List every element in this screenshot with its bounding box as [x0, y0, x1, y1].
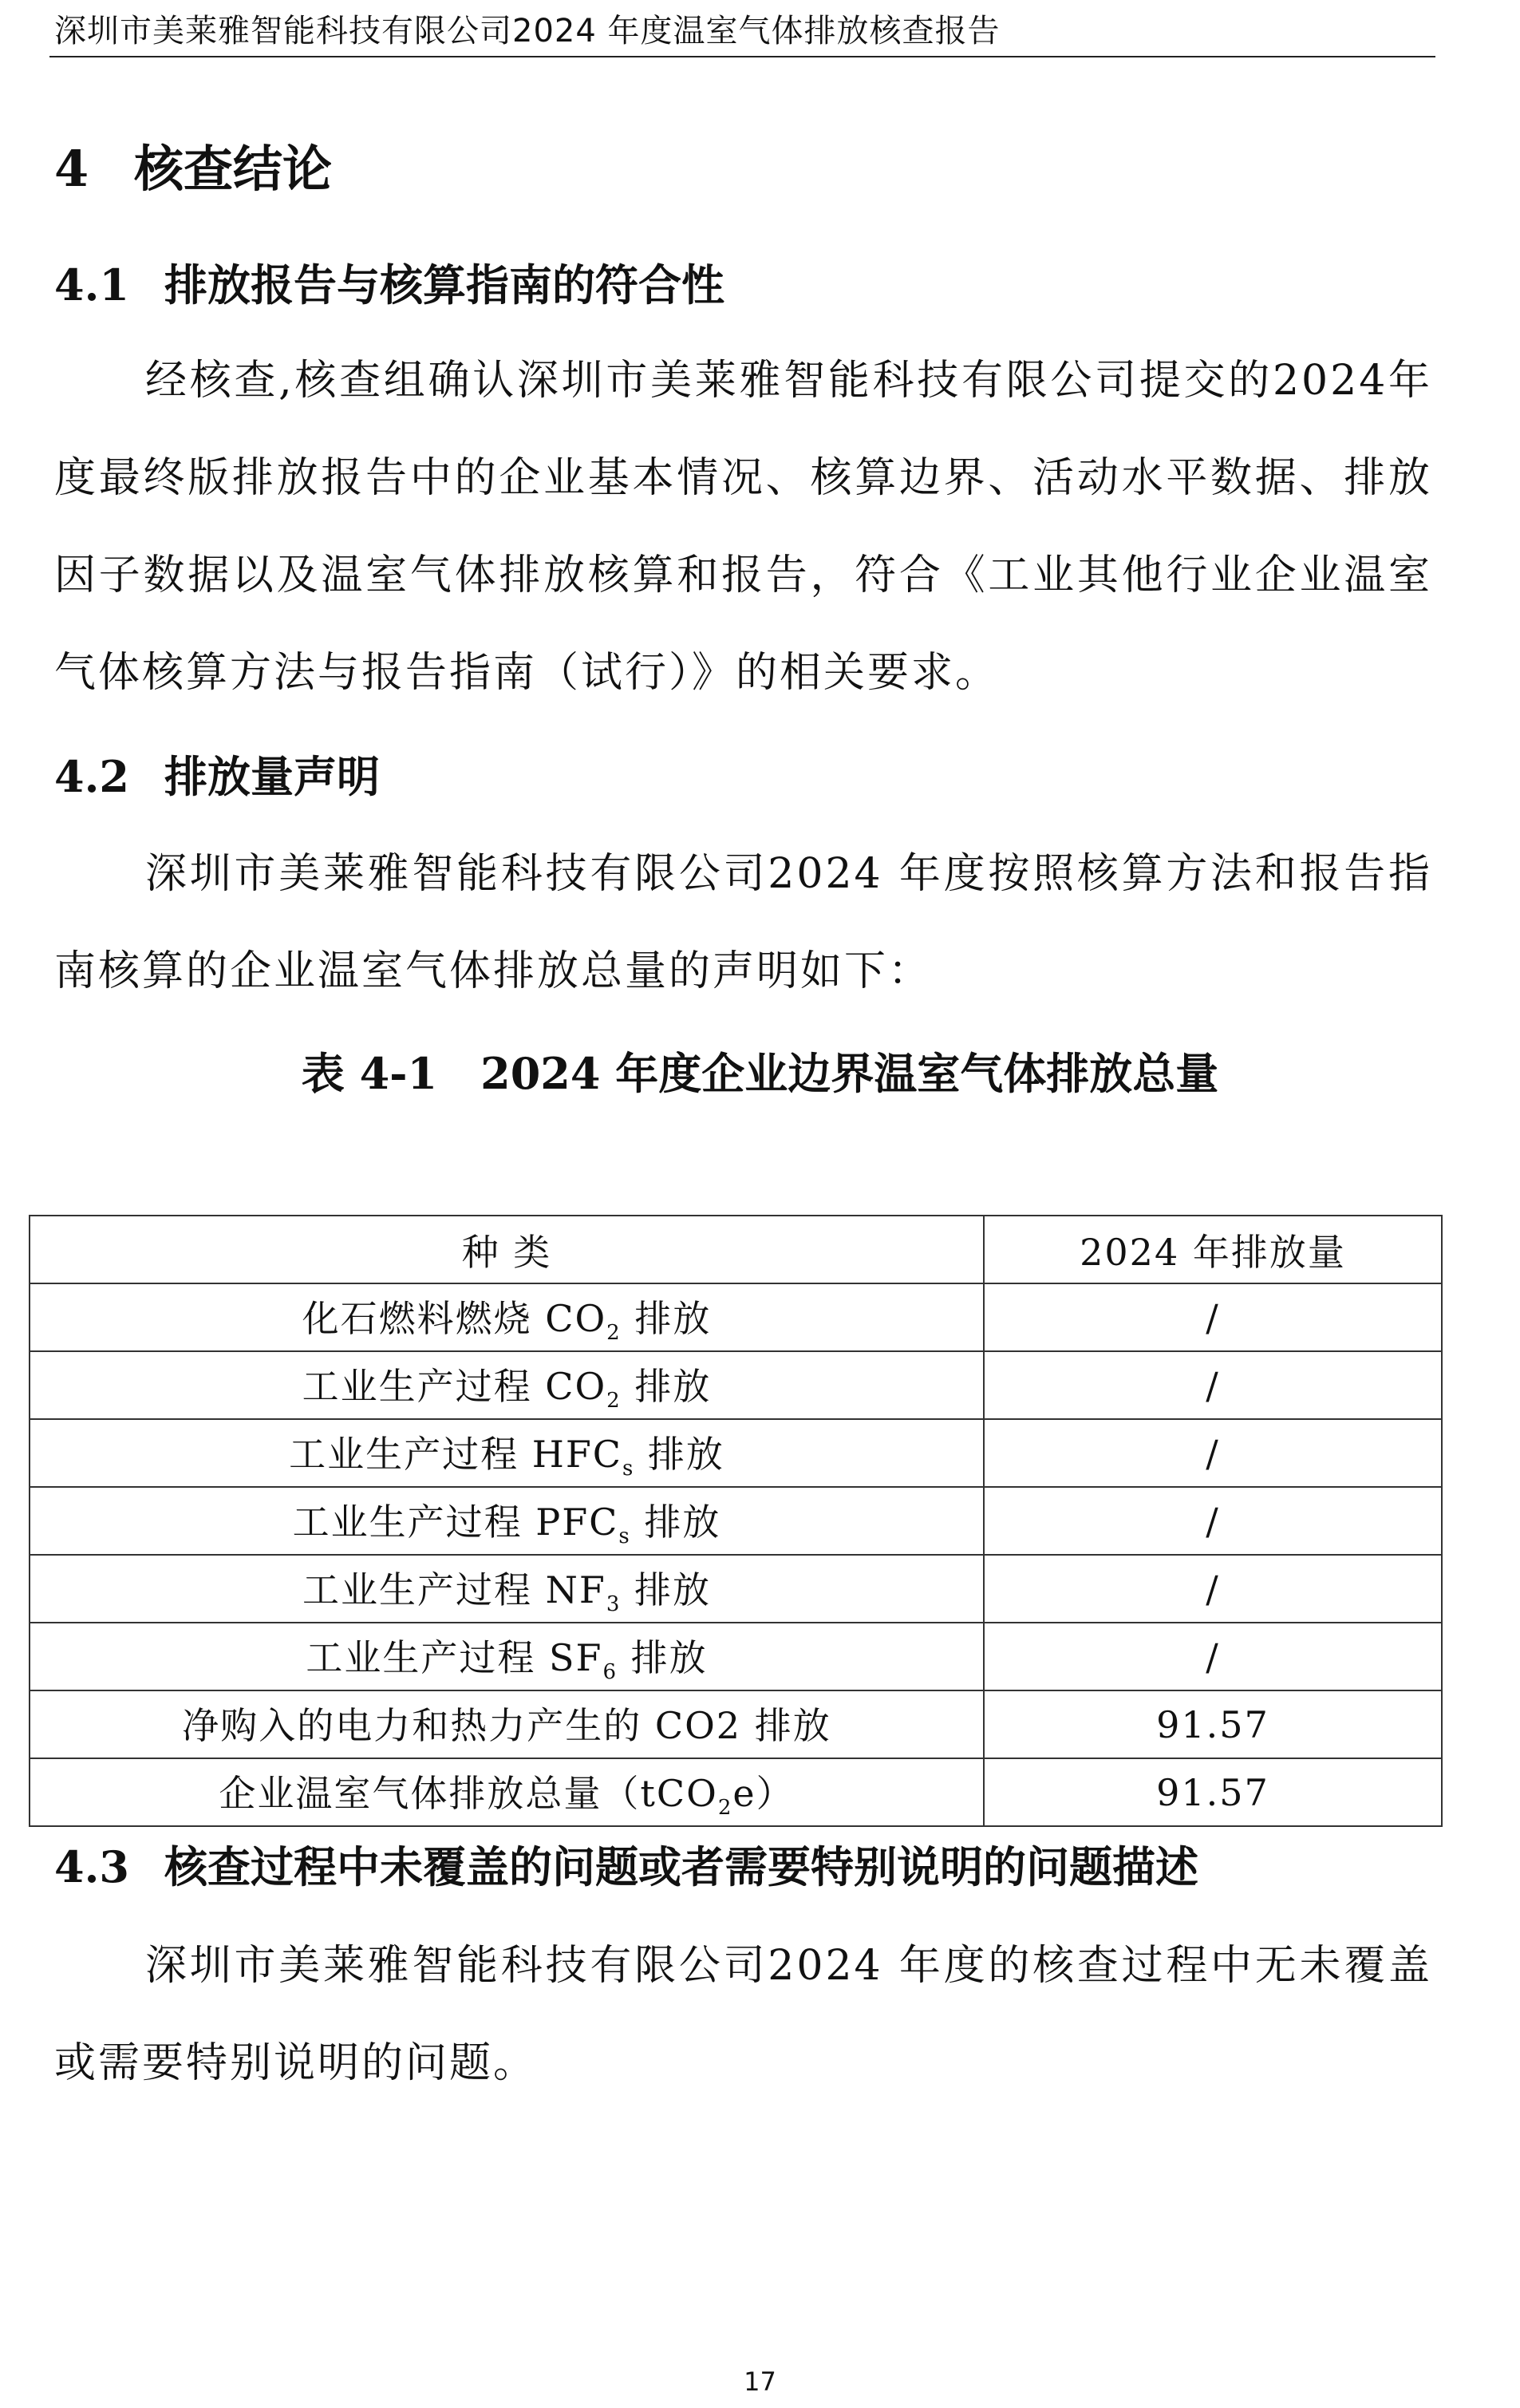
table-cell-type: 工业生产过程 $SF_6$ 排放: [30, 1623, 984, 1690]
table-cell-value: /: [984, 1555, 1442, 1623]
table-cell-type: 工业生产过程 $CO_2$ 排放: [30, 1351, 984, 1419]
table-row: [30, 1555, 1442, 1623]
section-4-1-paragraph: 经核查,核查组确认深圳市美莱雅智能科技有限公司提交的2024年度最终版排放报告中的企业基本情况、核算边界、活动水平数据、排放因子数据以及温室气体排放核算和报告，符合《工业其他行业企业温室气体核算方法与报告指南（试行）》的相关要求。: [54, 357, 1432, 697]
table-cell-value: /: [984, 1419, 1442, 1487]
section-4-3-number: 4.3: [54, 1841, 129, 1892]
section-4-3-heading: [54, 1839, 1198, 1895]
table-row: [30, 1283, 1442, 1351]
section-4-2-paragraph: 深圳市美莱雅智能科技有限公司2024 年度按照核算方法和报告指南核算的企业温室气体排放总量的声明如下：: [54, 850, 1432, 995]
table-cell-value: /: [984, 1283, 1442, 1351]
section-4-2-number: 4.2: [54, 751, 129, 802]
emissions-table: [29, 1215, 1443, 1827]
table-header-row: [30, 1216, 1442, 1283]
section-4-2-title: 排放量声明: [164, 751, 380, 802]
table-row: [30, 1351, 1442, 1419]
section-4-1-title: 排放报告与核算指南的符合性: [164, 259, 724, 310]
section-4-1-number: 4.1: [54, 259, 129, 310]
section-4-2-heading: [54, 749, 380, 805]
header-divider: [49, 56, 1435, 57]
table-row: [30, 1690, 1442, 1758]
table-header-type: 种 类: [30, 1216, 984, 1283]
table-header-emissions: 2024 年排放量: [984, 1216, 1442, 1283]
table-row: [30, 1758, 1442, 1826]
table-cell-value: /: [984, 1487, 1442, 1555]
section-4-3-title: 核查过程中未覆盖的问题或者需要特别说明的问题描述: [164, 1841, 1198, 1892]
table-cell-type: 工业生产过程 $HFC_s$ 排放: [30, 1419, 984, 1487]
table-cell-type: 企业温室气体排放总量（tCO$_2$e）: [30, 1758, 984, 1826]
section-4-heading: [54, 139, 333, 200]
table-cell-type: 净购入的电力和热力产生的 CO2 排放: [30, 1690, 984, 1758]
table-row: [30, 1419, 1442, 1487]
section-4-3-paragraph: 深圳市美莱雅智能科技有限公司2024 年度的核查过程中无未覆盖或需要特别说明的问题。: [54, 1942, 1432, 2087]
running-header: 深圳市美莱雅智能科技有限公司2024 年度温室气体排放核查报告: [54, 13, 1001, 49]
page-number: 17: [744, 2366, 776, 2397]
table-cell-type: 工业生产过程 $NF_3$ 排放: [30, 1555, 984, 1623]
table-cell-value: 91.57: [984, 1690, 1442, 1758]
table-caption: 表 4-1 2024 年度企业边界温室气体排放总量: [301, 1048, 1219, 1099]
section-4-1-heading: [54, 257, 724, 313]
table-cell-type: 工业生产过程 $PFC_s$ 排放: [30, 1487, 984, 1555]
table-cell-type: 化石燃料燃烧 $CO_2$ 排放: [30, 1283, 984, 1351]
table-row: [30, 1487, 1442, 1555]
table-cell-value: /: [984, 1351, 1442, 1419]
table-row: [30, 1623, 1442, 1690]
table-cell-value: /: [984, 1623, 1442, 1690]
section-4-title: 核查结论: [134, 140, 333, 198]
section-4-number: 4: [54, 140, 89, 198]
table-cell-value: 91.57: [984, 1758, 1442, 1826]
